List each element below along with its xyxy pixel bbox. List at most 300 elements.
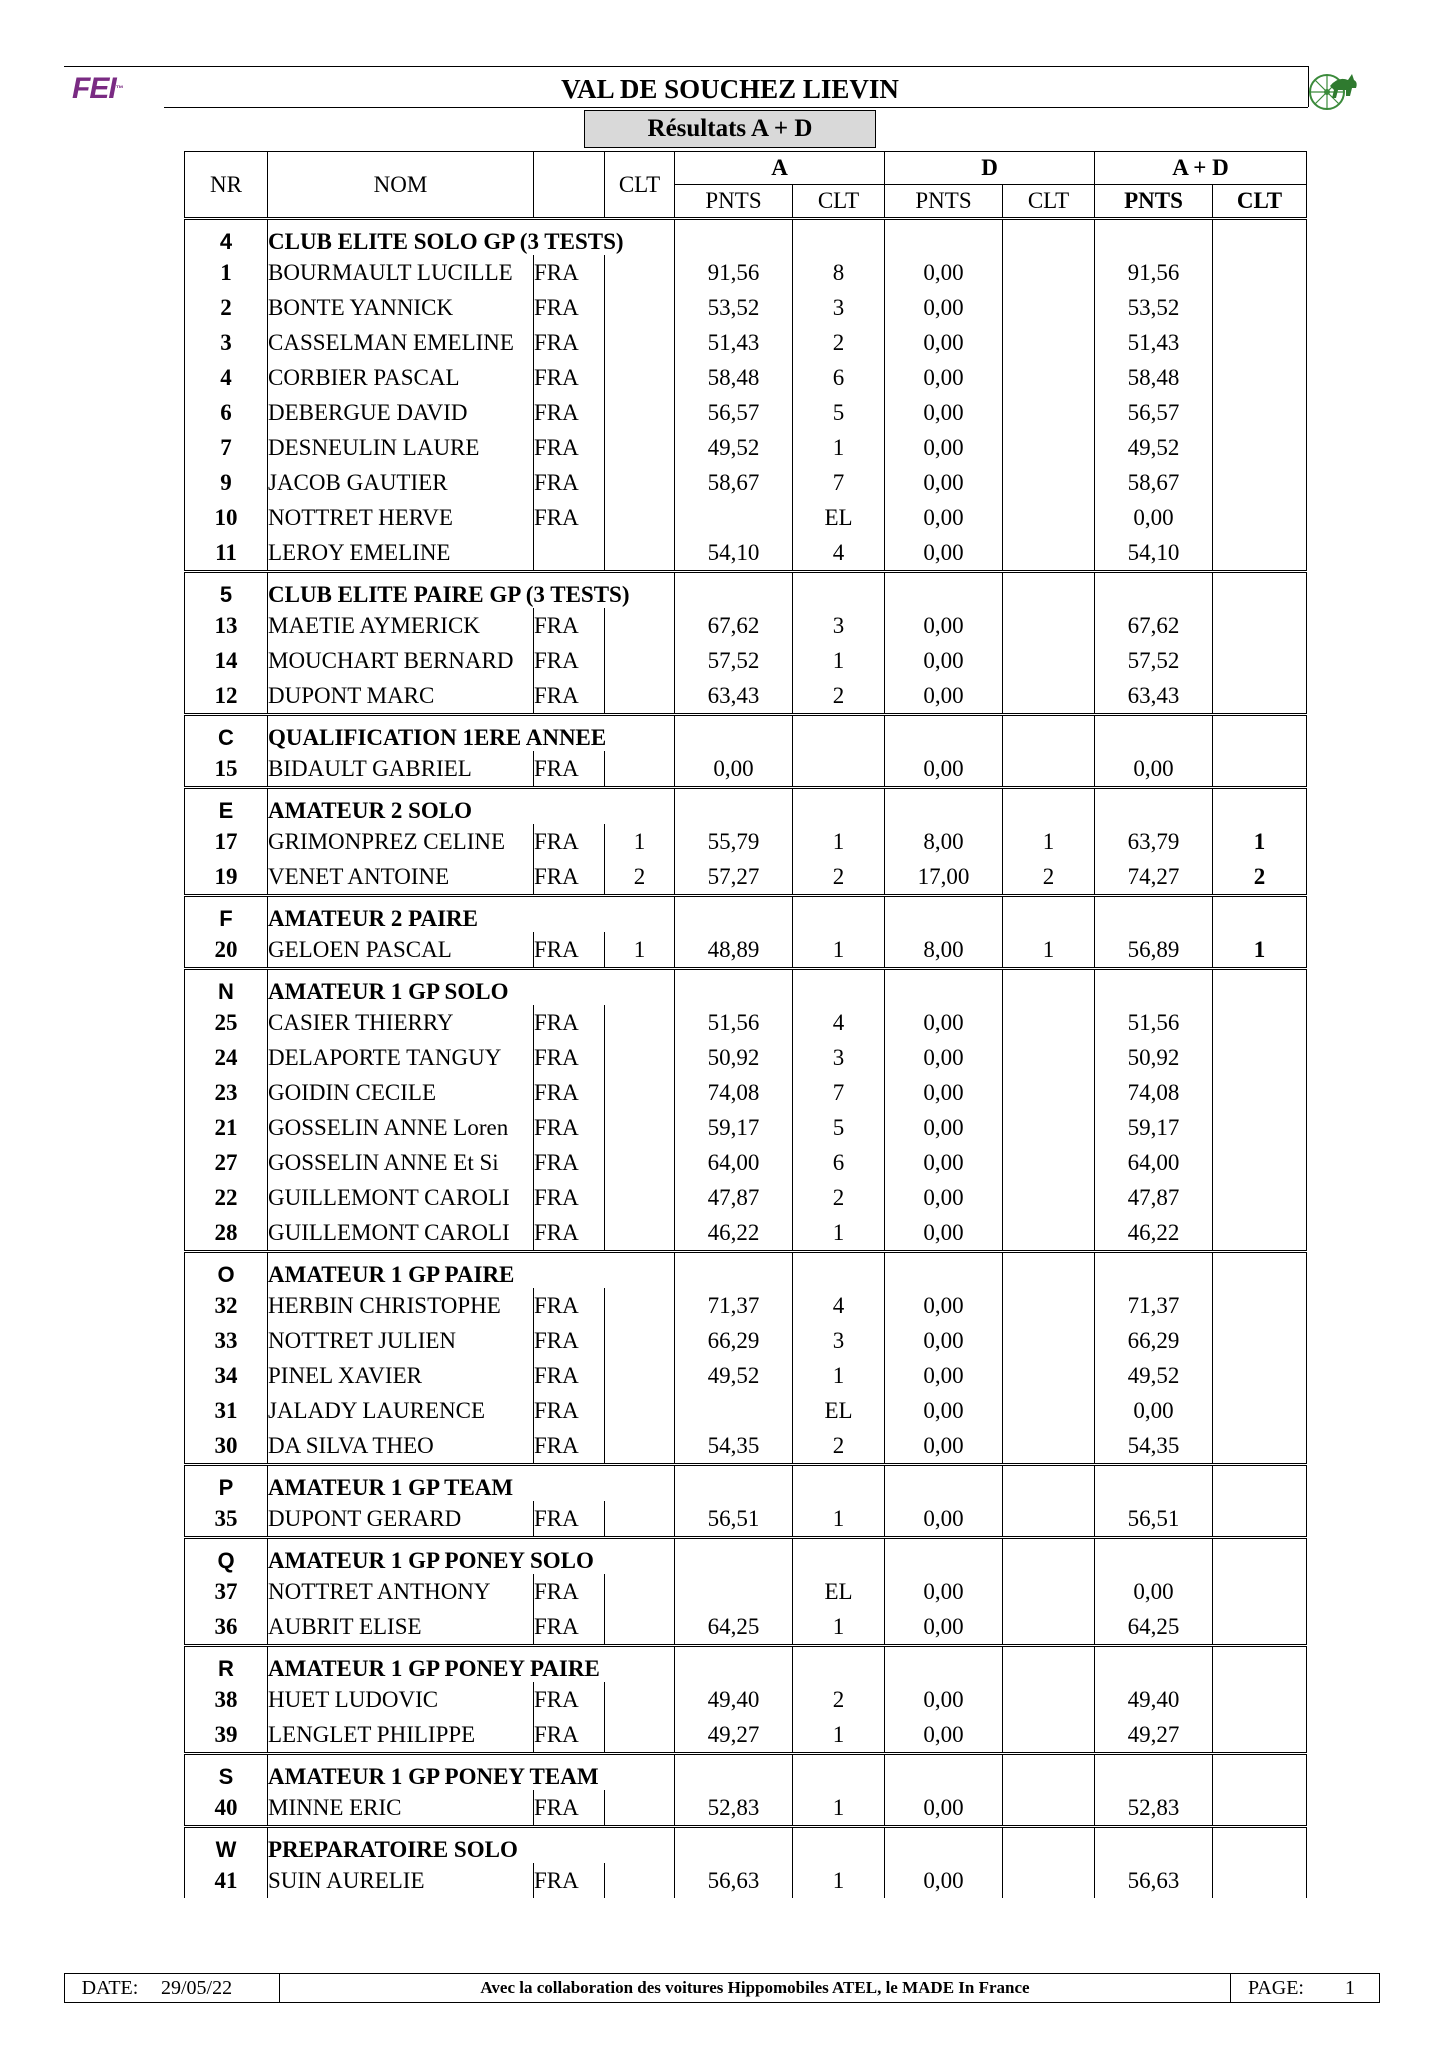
row-clt bbox=[605, 1180, 675, 1215]
row-ad-clt: 2 bbox=[1213, 859, 1307, 896]
section-empty-cell bbox=[1003, 1538, 1095, 1575]
row-clt bbox=[605, 1863, 675, 1898]
section-empty-cell bbox=[1003, 1252, 1095, 1289]
section-empty-cell bbox=[885, 1646, 1003, 1683]
row-d-pnts: 0,00 bbox=[885, 1180, 1003, 1215]
row-nat: FRA bbox=[534, 751, 605, 788]
row-d-pnts: 0,00 bbox=[885, 1110, 1003, 1145]
row-nom: GUILLEMONT CAROLI bbox=[268, 1180, 534, 1215]
row-d-clt bbox=[1003, 325, 1095, 360]
table-row bbox=[185, 500, 1307, 535]
row-nr: 23 bbox=[185, 1075, 268, 1110]
row-ad-clt: 1 bbox=[1213, 932, 1307, 969]
row-a-clt: 1 bbox=[793, 430, 885, 465]
row-d-clt bbox=[1003, 1863, 1095, 1898]
row-nom: PINEL XAVIER bbox=[268, 1358, 534, 1393]
row-nr: 7 bbox=[185, 430, 268, 465]
section-title bbox=[268, 1252, 675, 1289]
row-nom: LENGLET PHILIPPE bbox=[268, 1717, 534, 1754]
row-clt bbox=[605, 535, 675, 572]
row-ad-pnts: 50,92 bbox=[1095, 1040, 1213, 1075]
table-row bbox=[185, 1040, 1307, 1075]
row-nom: JALADY LAURENCE bbox=[268, 1393, 534, 1428]
row-clt bbox=[605, 500, 675, 535]
section-code: F bbox=[185, 896, 268, 933]
row-ad-pnts: 58,48 bbox=[1095, 360, 1213, 395]
section-empty-cell bbox=[1003, 1465, 1095, 1502]
row-nat: FRA bbox=[534, 500, 605, 535]
row-clt bbox=[605, 608, 675, 643]
section-header bbox=[185, 1754, 1307, 1791]
row-clt bbox=[605, 1393, 675, 1428]
row-d-clt bbox=[1003, 1501, 1095, 1538]
section-title bbox=[268, 896, 675, 933]
section-code: S bbox=[185, 1754, 268, 1791]
row-nat: FRA bbox=[534, 932, 605, 969]
row-ad-clt bbox=[1213, 1005, 1307, 1040]
row-nat: FRA bbox=[534, 1790, 605, 1827]
section-header bbox=[185, 1646, 1307, 1683]
section-empty-cell bbox=[1213, 1465, 1307, 1502]
row-d-clt bbox=[1003, 1717, 1095, 1754]
row-nr: 25 bbox=[185, 1005, 268, 1040]
section-code: N bbox=[185, 969, 268, 1006]
row-clt bbox=[605, 751, 675, 788]
row-a-pnts: 63,43 bbox=[675, 678, 793, 715]
row-d-pnts: 0,00 bbox=[885, 1323, 1003, 1358]
row-nr: 34 bbox=[185, 1358, 268, 1393]
section-empty-cell bbox=[1095, 1754, 1213, 1791]
row-ad-clt bbox=[1213, 1393, 1307, 1428]
table-row bbox=[185, 430, 1307, 465]
row-nr: 6 bbox=[185, 395, 268, 430]
row-a-clt: 6 bbox=[793, 1145, 885, 1180]
row-d-pnts: 0,00 bbox=[885, 395, 1003, 430]
row-a-clt: 1 bbox=[793, 1215, 885, 1252]
row-a-clt: 6 bbox=[793, 360, 885, 395]
section-empty-cell bbox=[1095, 788, 1213, 825]
row-clt bbox=[605, 1005, 675, 1040]
row-nr: 28 bbox=[185, 1215, 268, 1252]
section-code: 4 bbox=[185, 219, 268, 256]
row-a-clt: 3 bbox=[793, 1323, 885, 1358]
row-ad-pnts: 47,87 bbox=[1095, 1180, 1213, 1215]
row-clt bbox=[605, 1358, 675, 1393]
row-a-pnts: 49,27 bbox=[675, 1717, 793, 1754]
section-title-text: AMATEUR 1 GP PAIRE bbox=[268, 1262, 515, 1287]
row-a-clt: 2 bbox=[793, 859, 885, 896]
row-ad-clt bbox=[1213, 1717, 1307, 1754]
row-ad-clt bbox=[1213, 1323, 1307, 1358]
row-clt: 1 bbox=[605, 932, 675, 969]
row-clt bbox=[605, 1574, 675, 1609]
results-table bbox=[184, 151, 1307, 1898]
section-empty-cell bbox=[1095, 572, 1213, 609]
row-ad-pnts: 67,62 bbox=[1095, 608, 1213, 643]
row-ad-clt bbox=[1213, 1145, 1307, 1180]
section-empty-cell bbox=[1095, 1646, 1213, 1683]
row-clt bbox=[605, 678, 675, 715]
section-title-text: AMATEUR 1 GP TEAM bbox=[268, 1475, 514, 1500]
row-d-clt bbox=[1003, 1215, 1095, 1252]
section-empty-cell bbox=[1095, 1252, 1213, 1289]
page-title: VAL DE SOUCHEZ LIEVIN bbox=[561, 74, 899, 104]
section-empty-cell bbox=[1003, 1754, 1095, 1791]
footer-page-number: 1 bbox=[1345, 1977, 1355, 1999]
section-empty-cell bbox=[675, 1646, 793, 1683]
row-nom: LEROY EMELINE bbox=[268, 535, 534, 572]
table-row bbox=[185, 535, 1307, 572]
row-nr: 40 bbox=[185, 1790, 268, 1827]
row-ad-clt bbox=[1213, 1574, 1307, 1609]
section-empty-cell bbox=[1213, 969, 1307, 1006]
row-ad-pnts: 0,00 bbox=[1095, 1393, 1213, 1428]
table-row bbox=[185, 1288, 1307, 1323]
table-row bbox=[185, 1393, 1307, 1428]
table-row bbox=[185, 255, 1307, 290]
section-empty-cell bbox=[1003, 572, 1095, 609]
row-ad-pnts: 56,57 bbox=[1095, 395, 1213, 430]
section-empty-cell bbox=[885, 572, 1003, 609]
row-nr: 36 bbox=[185, 1609, 268, 1646]
row-nom: DESNEULIN LAURE bbox=[268, 430, 534, 465]
row-ad-clt bbox=[1213, 360, 1307, 395]
row-nat: FRA bbox=[534, 643, 605, 678]
row-nat: FRA bbox=[534, 1180, 605, 1215]
row-nom: NOTTRET HERVE bbox=[268, 500, 534, 535]
row-ad-clt bbox=[1213, 395, 1307, 430]
row-d-pnts: 0,00 bbox=[885, 1358, 1003, 1393]
row-clt bbox=[605, 1110, 675, 1145]
row-nat: FRA bbox=[534, 859, 605, 896]
section-empty-cell bbox=[675, 1252, 793, 1289]
row-a-pnts: 55,79 bbox=[675, 824, 793, 859]
col-group-d: D bbox=[885, 152, 1095, 185]
row-ad-clt bbox=[1213, 1215, 1307, 1252]
row-ad-clt bbox=[1213, 1075, 1307, 1110]
row-ad-clt bbox=[1213, 500, 1307, 535]
row-nr: 37 bbox=[185, 1574, 268, 1609]
section-empty-cell bbox=[1003, 896, 1095, 933]
row-ad-pnts: 57,52 bbox=[1095, 643, 1213, 678]
row-nr: 11 bbox=[185, 535, 268, 572]
row-d-pnts: 0,00 bbox=[885, 751, 1003, 788]
row-clt bbox=[605, 1428, 675, 1465]
row-nat: FRA bbox=[534, 678, 605, 715]
col-header-d-pnts: PNTS bbox=[885, 185, 1003, 219]
row-d-clt bbox=[1003, 1145, 1095, 1180]
section-empty-cell bbox=[675, 1827, 793, 1864]
section-code: E bbox=[185, 788, 268, 825]
row-clt: 1 bbox=[605, 824, 675, 859]
section-empty-cell bbox=[793, 788, 885, 825]
row-nom: BIDAULT GABRIEL bbox=[268, 751, 534, 788]
row-ad-clt bbox=[1213, 1501, 1307, 1538]
row-a-clt: 8 bbox=[793, 255, 885, 290]
row-a-pnts: 58,67 bbox=[675, 465, 793, 500]
section-code: C bbox=[185, 715, 268, 752]
col-group-a: A bbox=[675, 152, 885, 185]
section-header bbox=[185, 788, 1307, 825]
footer-date: 29/05/22 bbox=[155, 1974, 280, 2002]
row-d-pnts: 0,00 bbox=[885, 1682, 1003, 1717]
table-row bbox=[185, 1215, 1307, 1252]
row-a-clt: 1 bbox=[793, 1863, 885, 1898]
section-empty-cell bbox=[1003, 969, 1095, 1006]
col-header-ad-clt: CLT bbox=[1213, 185, 1307, 219]
row-nom: GOSSELIN ANNE Et Si bbox=[268, 1145, 534, 1180]
section-empty-cell bbox=[793, 1252, 885, 1289]
table-row bbox=[185, 1609, 1307, 1646]
row-nat: FRA bbox=[534, 1717, 605, 1754]
row-ad-pnts: 58,67 bbox=[1095, 465, 1213, 500]
section-title bbox=[268, 1465, 675, 1502]
row-nat: FRA bbox=[534, 1323, 605, 1358]
row-ad-pnts: 53,52 bbox=[1095, 290, 1213, 325]
row-ad-clt bbox=[1213, 1110, 1307, 1145]
section-empty-cell bbox=[1095, 896, 1213, 933]
section-empty-cell bbox=[1213, 1538, 1307, 1575]
section-title-text: AMATEUR 1 GP PONEY PAIRE bbox=[268, 1656, 600, 1681]
row-nom: DUPONT MARC bbox=[268, 678, 534, 715]
row-ad-clt bbox=[1213, 751, 1307, 788]
section-code: 5 bbox=[185, 572, 268, 609]
col-header-clt: CLT bbox=[605, 152, 675, 219]
section-title-text: AMATEUR 2 SOLO bbox=[268, 798, 473, 823]
row-nat bbox=[534, 535, 605, 572]
row-ad-clt bbox=[1213, 290, 1307, 325]
row-ad-pnts: 0,00 bbox=[1095, 1574, 1213, 1609]
row-a-pnts: 67,62 bbox=[675, 608, 793, 643]
row-d-pnts: 0,00 bbox=[885, 1288, 1003, 1323]
row-nom: GOSSELIN ANNE Loren bbox=[268, 1110, 534, 1145]
section-empty-cell bbox=[1213, 1827, 1307, 1864]
row-d-clt bbox=[1003, 500, 1095, 535]
section-empty-cell bbox=[1213, 715, 1307, 752]
col-header-a-clt: CLT bbox=[793, 185, 885, 219]
section-header bbox=[185, 715, 1307, 752]
section-empty-cell bbox=[1213, 219, 1307, 256]
row-ad-pnts: 74,27 bbox=[1095, 859, 1213, 896]
row-a-pnts bbox=[675, 1574, 793, 1609]
row-nat: FRA bbox=[534, 824, 605, 859]
row-a-clt: 1 bbox=[793, 1501, 885, 1538]
row-nat: FRA bbox=[534, 1428, 605, 1465]
row-a-pnts: 64,00 bbox=[675, 1145, 793, 1180]
table-row bbox=[185, 465, 1307, 500]
section-empty-cell bbox=[885, 715, 1003, 752]
row-nat: FRA bbox=[534, 1574, 605, 1609]
row-d-clt bbox=[1003, 535, 1095, 572]
row-ad-clt bbox=[1213, 1790, 1307, 1827]
section-empty-cell bbox=[1213, 1252, 1307, 1289]
row-a-clt: EL bbox=[793, 1574, 885, 1609]
row-nat: FRA bbox=[534, 1040, 605, 1075]
row-nr: 3 bbox=[185, 325, 268, 360]
row-nr: 41 bbox=[185, 1863, 268, 1898]
row-d-clt bbox=[1003, 1075, 1095, 1110]
row-a-pnts: 56,57 bbox=[675, 395, 793, 430]
section-title bbox=[268, 1538, 675, 1575]
title-underline bbox=[164, 107, 1308, 108]
row-nat: FRA bbox=[534, 1215, 605, 1252]
row-d-pnts: 0,00 bbox=[885, 1215, 1003, 1252]
row-ad-pnts: 63,43 bbox=[1095, 678, 1213, 715]
row-d-clt: 1 bbox=[1003, 824, 1095, 859]
section-empty-cell bbox=[793, 1538, 885, 1575]
table-row bbox=[185, 643, 1307, 678]
table-row bbox=[185, 678, 1307, 715]
section-header bbox=[185, 572, 1307, 609]
table-row bbox=[185, 608, 1307, 643]
row-a-clt: 1 bbox=[793, 1358, 885, 1393]
section-empty-cell bbox=[1213, 572, 1307, 609]
footer-page-label: PAGE: bbox=[1248, 1977, 1304, 1999]
row-ad-clt bbox=[1213, 1428, 1307, 1465]
row-ad-clt bbox=[1213, 1358, 1307, 1393]
section-empty-cell bbox=[1213, 896, 1307, 933]
row-nom: NOTTRET ANTHONY bbox=[268, 1574, 534, 1609]
row-clt bbox=[605, 1609, 675, 1646]
footer-note: Avec la collaboration des voitures Hippomobiles ATEL, le MADE In France bbox=[280, 1974, 1231, 2002]
section-empty-cell bbox=[675, 1465, 793, 1502]
row-nr: 31 bbox=[185, 1393, 268, 1428]
section-empty-cell bbox=[1003, 219, 1095, 256]
table-row bbox=[185, 1574, 1307, 1609]
row-a-pnts: 56,51 bbox=[675, 1501, 793, 1538]
row-a-pnts: 49,52 bbox=[675, 1358, 793, 1393]
table-row bbox=[185, 1145, 1307, 1180]
row-ad-clt bbox=[1213, 1180, 1307, 1215]
col-header-d-clt: CLT bbox=[1003, 185, 1095, 219]
row-nr: 10 bbox=[185, 500, 268, 535]
row-ad-pnts: 0,00 bbox=[1095, 500, 1213, 535]
table-row bbox=[185, 1501, 1307, 1538]
row-clt bbox=[605, 395, 675, 430]
row-a-pnts: 51,56 bbox=[675, 1005, 793, 1040]
section-empty-cell bbox=[793, 1827, 885, 1864]
row-a-clt: EL bbox=[793, 1393, 885, 1428]
section-empty-cell bbox=[1095, 969, 1213, 1006]
row-nr: 20 bbox=[185, 932, 268, 969]
row-d-pnts: 0,00 bbox=[885, 465, 1003, 500]
row-nom: CASIER THIERRY bbox=[268, 1005, 534, 1040]
table-row bbox=[185, 932, 1307, 969]
row-clt bbox=[605, 1323, 675, 1358]
row-nom: MOUCHART BERNARD bbox=[268, 643, 534, 678]
horse-carriage-logo-icon bbox=[1308, 66, 1362, 112]
section-empty-cell bbox=[675, 219, 793, 256]
row-a-pnts: 66,29 bbox=[675, 1323, 793, 1358]
row-a-pnts: 58,48 bbox=[675, 360, 793, 395]
row-nom: GOIDIN CECILE bbox=[268, 1075, 534, 1110]
row-a-clt: 5 bbox=[793, 1110, 885, 1145]
footer-date-label: DATE: bbox=[81, 1977, 139, 1999]
row-ad-clt bbox=[1213, 535, 1307, 572]
section-empty-cell bbox=[885, 1754, 1003, 1791]
row-nr: 14 bbox=[185, 643, 268, 678]
row-nom: JACOB GAUTIER bbox=[268, 465, 534, 500]
row-nom: DEBERGUE DAVID bbox=[268, 395, 534, 430]
section-title bbox=[268, 788, 675, 825]
table-row bbox=[185, 1005, 1307, 1040]
row-nat: FRA bbox=[534, 1288, 605, 1323]
row-d-clt bbox=[1003, 643, 1095, 678]
section-empty-cell bbox=[675, 572, 793, 609]
row-a-pnts: 54,10 bbox=[675, 535, 793, 572]
row-nom: DELAPORTE TANGUY bbox=[268, 1040, 534, 1075]
row-d-clt bbox=[1003, 1682, 1095, 1717]
table-row bbox=[185, 1717, 1307, 1754]
section-empty-cell bbox=[675, 969, 793, 1006]
section-header bbox=[185, 1827, 1307, 1864]
row-clt bbox=[605, 1790, 675, 1827]
row-nom: GRIMONPREZ CELINE bbox=[268, 824, 534, 859]
row-a-clt: 7 bbox=[793, 1075, 885, 1110]
row-nom: MAETIE AYMERICK bbox=[268, 608, 534, 643]
row-a-pnts: 64,25 bbox=[675, 1609, 793, 1646]
row-a-clt: 2 bbox=[793, 325, 885, 360]
row-nat: FRA bbox=[534, 1075, 605, 1110]
section-title bbox=[268, 219, 675, 256]
row-nr: 17 bbox=[185, 824, 268, 859]
row-ad-pnts: 52,83 bbox=[1095, 1790, 1213, 1827]
row-d-clt bbox=[1003, 1358, 1095, 1393]
row-nr: 2 bbox=[185, 290, 268, 325]
row-nat: FRA bbox=[534, 430, 605, 465]
section-empty-cell bbox=[1095, 1538, 1213, 1575]
row-d-pnts: 0,00 bbox=[885, 535, 1003, 572]
row-d-pnts: 0,00 bbox=[885, 1393, 1003, 1428]
row-d-pnts: 0,00 bbox=[885, 1075, 1003, 1110]
row-nat: FRA bbox=[534, 1682, 605, 1717]
section-header bbox=[185, 1252, 1307, 1289]
row-clt bbox=[605, 465, 675, 500]
row-nat: FRA bbox=[534, 1609, 605, 1646]
row-ad-clt bbox=[1213, 1609, 1307, 1646]
row-a-clt: 7 bbox=[793, 465, 885, 500]
row-a-pnts bbox=[675, 500, 793, 535]
row-ad-pnts: 49,52 bbox=[1095, 1358, 1213, 1393]
row-d-pnts: 0,00 bbox=[885, 500, 1003, 535]
row-d-pnts: 0,00 bbox=[885, 255, 1003, 290]
section-title bbox=[268, 715, 675, 752]
row-nat: FRA bbox=[534, 1110, 605, 1145]
row-ad-pnts: 54,35 bbox=[1095, 1428, 1213, 1465]
row-d-clt bbox=[1003, 1180, 1095, 1215]
row-a-clt: 1 bbox=[793, 1790, 885, 1827]
row-a-pnts: 52,83 bbox=[675, 1790, 793, 1827]
section-code: Q bbox=[185, 1538, 268, 1575]
table-row bbox=[185, 1358, 1307, 1393]
row-a-pnts: 56,63 bbox=[675, 1863, 793, 1898]
table-row bbox=[185, 1790, 1307, 1827]
section-empty-cell bbox=[885, 1538, 1003, 1575]
section-empty-cell bbox=[885, 788, 1003, 825]
section-header bbox=[185, 219, 1307, 256]
row-d-pnts: 0,00 bbox=[885, 1005, 1003, 1040]
row-nr: 22 bbox=[185, 1180, 268, 1215]
row-clt bbox=[605, 1040, 675, 1075]
section-empty-cell bbox=[675, 715, 793, 752]
row-d-pnts: 0,00 bbox=[885, 1428, 1003, 1465]
section-code: W bbox=[185, 1827, 268, 1864]
row-a-pnts: 49,52 bbox=[675, 430, 793, 465]
row-d-clt bbox=[1003, 1609, 1095, 1646]
row-ad-clt bbox=[1213, 465, 1307, 500]
row-nat: FRA bbox=[534, 1393, 605, 1428]
row-ad-pnts: 51,43 bbox=[1095, 325, 1213, 360]
